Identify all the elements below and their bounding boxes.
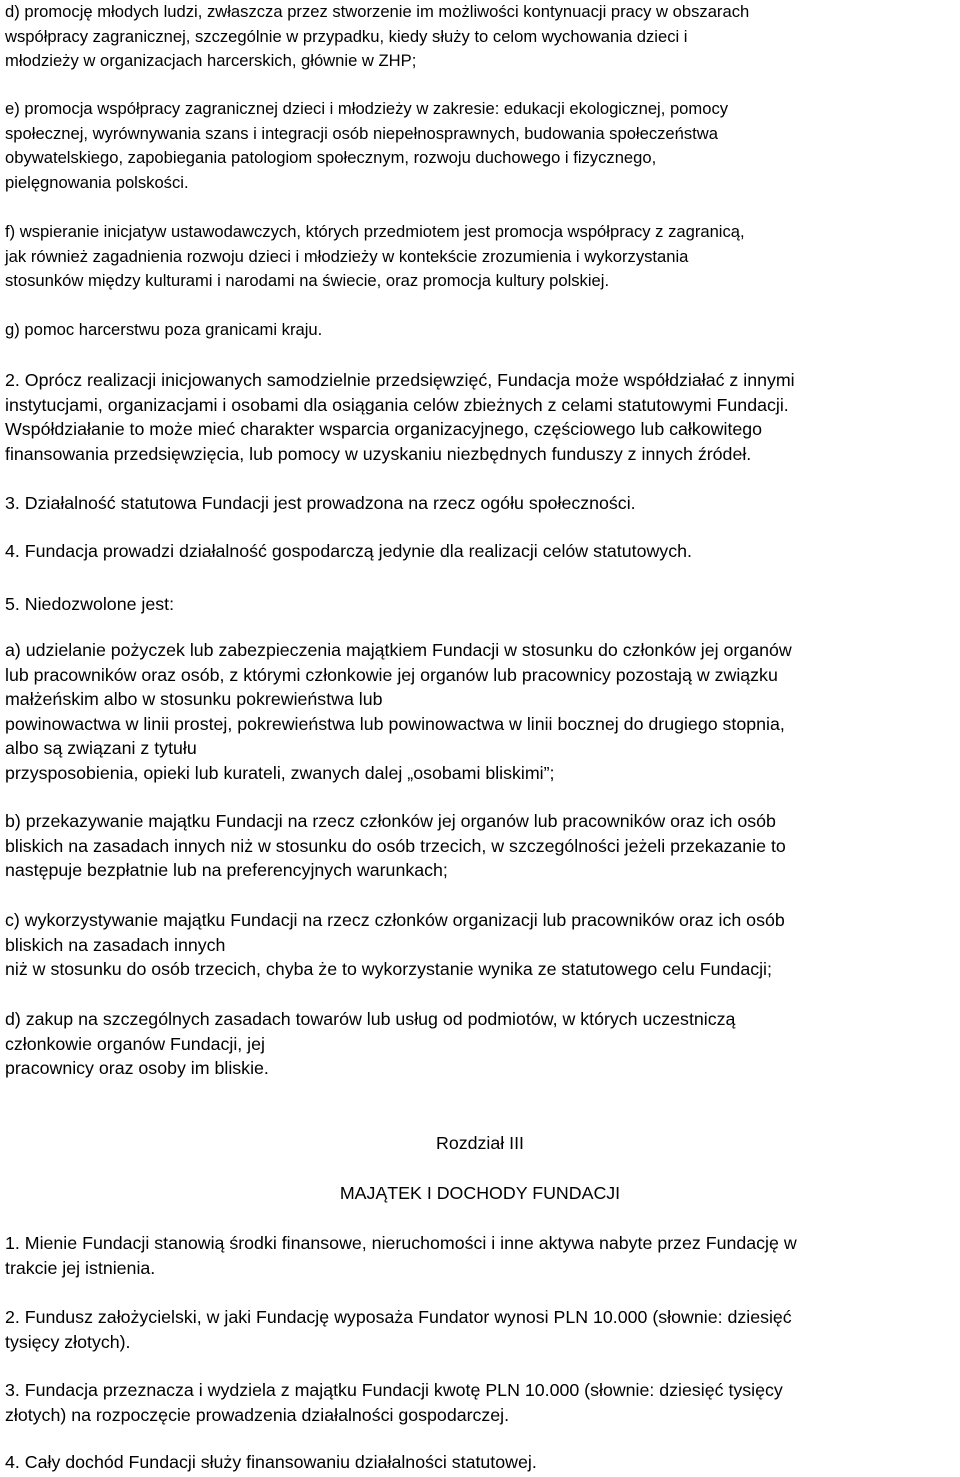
paragraph-d: d) promocję młodych ludzi, zwłaszcza przez stworzenie im możliwości kontynuacji pracy w obszarach współpracy zagranicznej, szczególnie w przypadku, kiedy służy to celom wychowania dzieci i młodzieży w organizacjach harcerskich, głównie w ZHP;	[5, 2, 750, 70]
paragraph-f: f) wspieranie inicjatyw ustawodawczych, których przedmiotem jest promocja współpracy z zagranicą, jak również zagadnienia rozwoju dzieci i młodzieży w kontekście zrozumienia i wykorzystania stosunków między kulturami i narodami na świecie, oraz promocja kultury polskiej.	[5, 222, 745, 290]
paragraph-g: g) pomoc harcerstwu poza granicami kraju.	[5, 320, 323, 339]
chapter-paragraph-4: 4. Cały dochód Fundacji służy finansowaniu działalności statutowej.	[5, 1452, 537, 1472]
paragraph-5: 5. Niedozwolone jest:	[5, 594, 175, 614]
paragraph-3: 3. Działalność statutowa Fundacji jest prowadzona na rzecz ogółu społeczności.	[5, 493, 636, 513]
paragraph-2: 2. Oprócz realizacji inicjowanych samodzielnie przedsięwzięć, Fundacja może współdziałać z innymi instytucjami, organizacjami i osobami dla osiągania celów zbieżnych z celami statutowymi Fundacji. Współdziałanie to może mieć charakter wsparcia organizacyjnego, częściowego lub całkowitego finansowania przedsięwzięcia, lub pomocy w uzyskaniu niezbędnych funduszy z innych źródeł.	[5, 370, 795, 464]
chapter-title: MAJĄTEK I DOCHODY FUNDACJI	[339, 1183, 621, 1203]
paragraph-e: e) promocja współpracy zagranicznej dzieci i młodzieży w zakresie: edukacji ekologicznej, pomocy społecznej, wyrównywania szans i integracji osób niepełnosprawnych, budowania społeczeństwa obywatelskiego, zapobiegania patologiom społecznym, rozwoju duchowego i fizycznego, pielęgnowania polskości.	[5, 99, 729, 192]
paragraph-5d: d) zakup na szczególnych zasadach towarów lub usług od podmiotów, w których uczestniczą członkowie organów Fundacji, jej pracownicy oraz osoby im bliskie.	[5, 1009, 736, 1079]
chapter-paragraph-1: 1. Mienie Fundacji stanowią środki finansowe, nieruchomości i inne aktywa nabyte przez Fundację w trakcie jej istnienia.	[5, 1233, 797, 1278]
chapter-paragraph-2: 2. Fundusz założycielski, w jaki Fundację wyposaża Fundator wynosi PLN 10.000 (słownie: dziesięć tysięcy złotych).	[5, 1307, 792, 1352]
paragraph-5c: c) wykorzystywanie majątku Fundacji na rzecz członków organizacji lub pracowników oraz ich osób bliskich na zasadach innych niż w stosunku do osób trzecich, chyba że to wykorzystanie wynika ze statutowego celu Fundacji;	[5, 910, 785, 980]
paragraph-4: 4. Fundacja prowadzi działalność gospodarczą jedynie dla realizacji celów statutowych.	[5, 541, 692, 561]
chapter-number: Rozdział III	[436, 1133, 524, 1153]
paragraph-5b: b) przekazywanie majątku Fundacji na rzecz członków jej organów lub pracowników oraz ich osób bliskich na zasadach innych niż w stosunku do osób trzecich, w szczególności jeżeli przekazanie to następuje bezpłatnie lub na preferencyjnych warunkach;	[5, 811, 786, 881]
chapter-paragraph-3: 3. Fundacja przeznacza i wydziela z majątku Fundacji kwotę PLN 10.000 (słownie: dziesięć tysięcy złotych) na rozpoczęcie prowadzenia działalności gospodarczej.	[5, 1380, 783, 1425]
paragraph-5a: a) udzielanie pożyczek lub zabezpieczenia majątkiem Fundacji w stosunku do członków jej organów lub pracowników oraz osób, z którymi członkowie jej organów lub pracownicy pozostają w związku małżeńskim albo w stosunku pokrewieństwa lub powinowactwa w linii prostej, pokrewieństwa lub powinowactwa w linii bocznej do drugiego stopnia, albo są związani z tytułu przysposobienia, opieki lub kurateli, zwanych dalej „osobami bliskimi”;	[5, 640, 792, 783]
